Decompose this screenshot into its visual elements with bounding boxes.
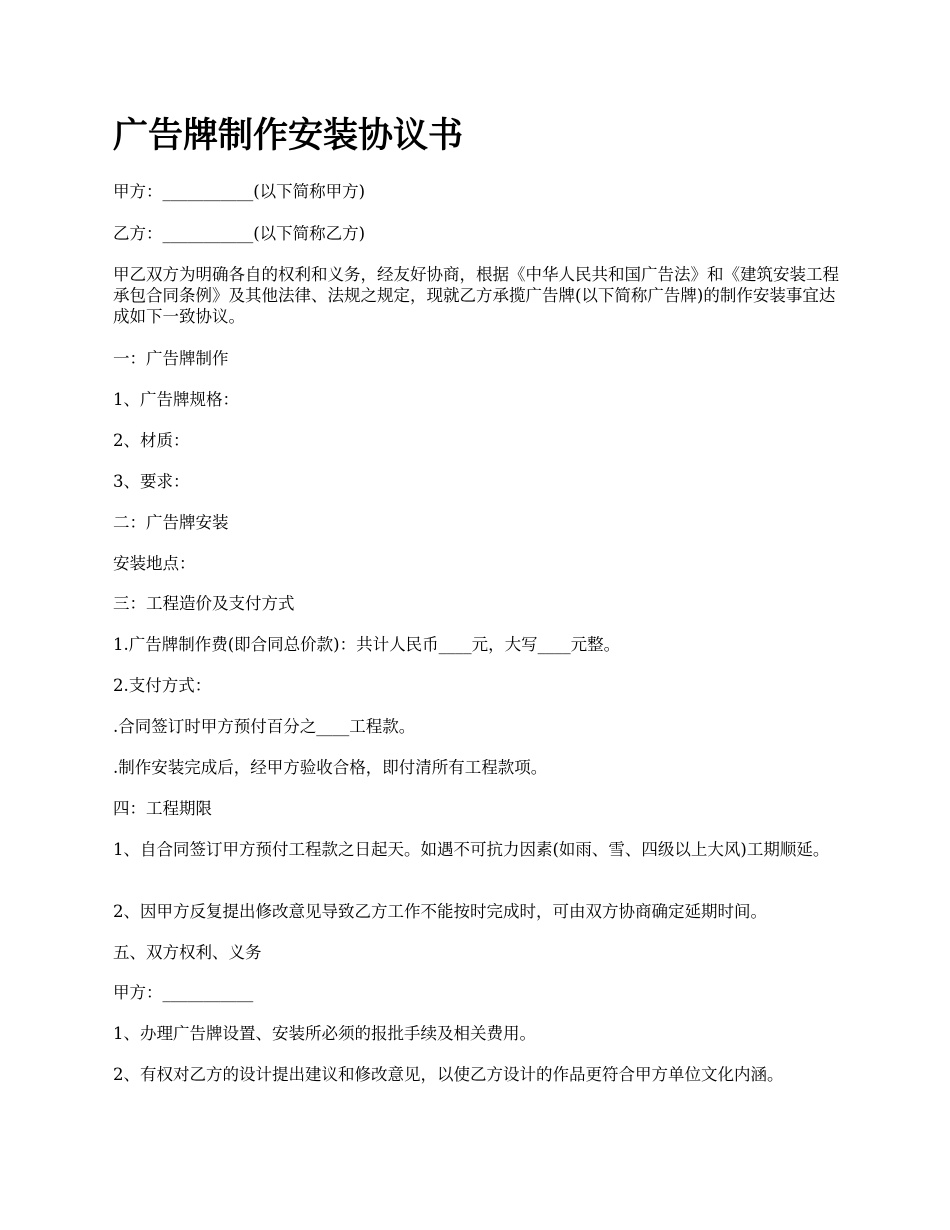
section-4-item-1: 1、自合同签订甲方预付工程款之日起天。如遇不可抗力因素(如雨、雪、四级以上大风)工期顺延。 [113,840,830,859]
section-3-item-1: 1.广告牌制作费(即合同总价款)：共计人民币____元，大写____元整。 [113,635,621,654]
section-1-heading: 一：广告牌制作 [113,349,229,368]
section-3-item-2: 2.支付方式： [113,676,212,695]
party-a-duties-label: 甲方：___________ [113,983,254,1002]
section-4-heading: 四：工程期限 [113,799,212,818]
section-1-item-2: 2、材质： [113,431,190,450]
section-1-item-1: 1、广告牌规格： [113,390,239,409]
section-2-heading: 二：广告牌安装 [113,513,229,532]
install-location: 安装地点： [113,554,196,573]
section-1-item-3: 3、要求： [113,472,190,491]
section-5-heading: 五、双方权利、义务 [113,943,262,962]
document-title: 广告牌制作安装协议书 [113,116,464,156]
preamble-paragraph: 甲乙双方为明确各自的权利和义务，经友好协商，根据《中华人民共和国广告法》和《建筑安装工程承包合同条例》及其他法律、法规之规定，现就乙方承揽广告牌(以下简称广告牌)的制作安装事宜达成如下一致协议。 [113,265,839,326]
payment-clause-1: .合同签订时甲方预付百分之____工程款。 [113,717,416,736]
party-a-line: 甲方：___________(以下简称甲方) [113,182,366,201]
party-b-line: 乙方：___________(以下简称乙方) [113,224,366,243]
section-3-heading: 三：工程造价及支付方式 [113,594,295,613]
section-4-item-2: 2、因甲方反复提出修改意见导致乙方工作不能按时完成时，可由双方协商确定延期时间。 [113,902,767,921]
party-a-duty-2: 2、有权对乙方的设计提出建议和修改意见，以使乙方设计的作品更符合甲方单位文化内涵。 [113,1065,784,1084]
payment-clause-2: .制作安装完成后，经甲方验收合格，即付清所有工程款项。 [113,758,548,777]
party-a-duty-1: 1、办理广告牌设置、安装所必须的报批手续及相关费用。 [113,1024,536,1043]
